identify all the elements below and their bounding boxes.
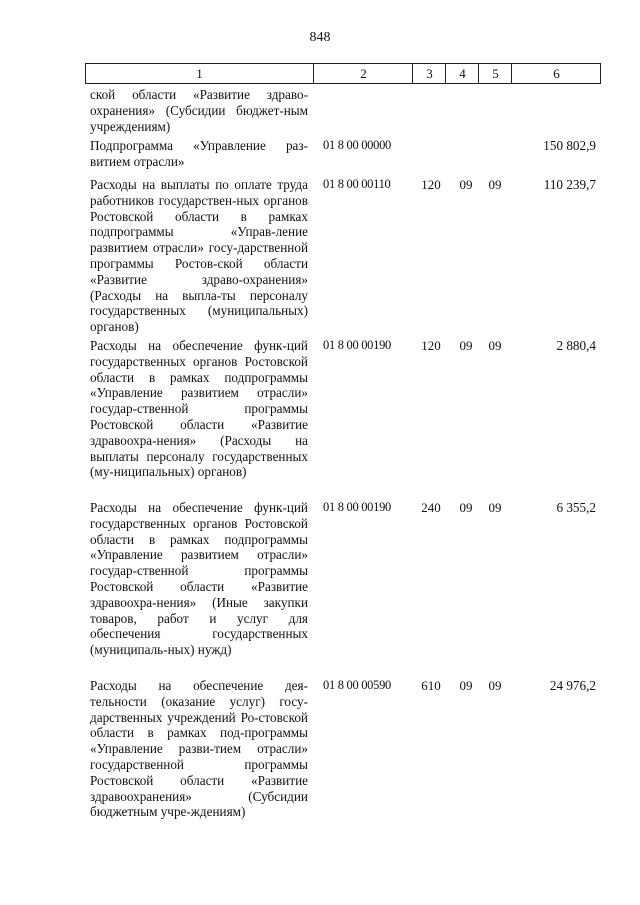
row-code: 01 8 00 00110 (323, 177, 391, 191)
row-col-5: 09 (488, 500, 502, 515)
row-amount: 110 239,7 (543, 177, 596, 192)
header-col-1: 1 (196, 66, 203, 81)
row-col-4: 09 (459, 500, 473, 515)
row-col-3: 120 (421, 338, 441, 353)
row-amount: 150 802,9 (543, 138, 596, 153)
header-col-4: 4 (445, 64, 479, 83)
row-description: Расходы на обеспечение функ-ций государственных органов Ростовской области в рамках подпрограммы «Управление развитием отрасли» государ-ственной программы Ростовской области «Развитие здравоохра-нения» (Расходы на выплаты персоналу государственных (му-ниципальных) органов) (90, 338, 308, 480)
row-col-5: 09 (488, 338, 502, 353)
row-col-4: 09 (459, 177, 473, 192)
row-description: ской области «Развитие здраво-охранения» (Субсидии бюджет-ным учреждениям) (90, 87, 308, 134)
row-code: 01 8 00 00190 (323, 338, 391, 352)
row-description: Расходы на обеспечение дея-тельности (оказание услуг) госу-дарственных учреждений Ро-стовской области в рамках под-программы «Управление разви-тием отрасли» государственной программы Ростовской области «Развитие здравоохранения» (Субсидии бюджетным учре-ждениям) (90, 678, 308, 820)
row-amount: 2 880,4 (556, 338, 596, 353)
table-header (85, 63, 601, 84)
row-amount: 24 976,2 (549, 678, 596, 693)
row-col-3: 610 (421, 678, 441, 693)
row-col-4: 09 (459, 678, 473, 693)
row-col-4: 09 (459, 338, 473, 353)
row-code: 01 8 00 00190 (323, 500, 391, 514)
row-col-5: 09 (488, 177, 502, 192)
page-number: 848 (309, 30, 331, 45)
row-description: Расходы на выплаты по оплате труда работников государствен-ных органов Ростовской области в рамках подпрограммы «Управ-ление развитием отрасли» госу-дарственной программы Ростов-ской области «Развитие здраво-охранения» (Расходы на выпла-ты персоналу государственных (муниципальных) органов) (90, 177, 308, 335)
row-col-5: 09 (488, 678, 502, 693)
header-col-2: 2 (313, 64, 413, 83)
row-description: Расходы на обеспечение функ-ций государственных органов Ростовской области в рамках подпрограммы «Управление развитием отрасли» государ-ственной программы Ростовской области «Развитие здравоохра-нения» (Иные закупки товаров, работ и услуг для обеспечения государственных (муниципаль-ных) нужд) (90, 500, 308, 658)
row-code: 01 8 00 00000 (323, 138, 391, 152)
row-amount: 6 355,2 (556, 500, 596, 515)
row-col-3: 240 (421, 500, 441, 515)
header-col-6: 6 (511, 64, 601, 83)
row-description: Подпрограмма «Управление раз-витием отрасли» (90, 138, 308, 169)
row-col-3: 120 (421, 177, 441, 192)
row-code: 01 8 00 00590 (323, 678, 391, 692)
header-col-3: 3 (412, 64, 446, 83)
header-col-5: 5 (478, 64, 512, 83)
